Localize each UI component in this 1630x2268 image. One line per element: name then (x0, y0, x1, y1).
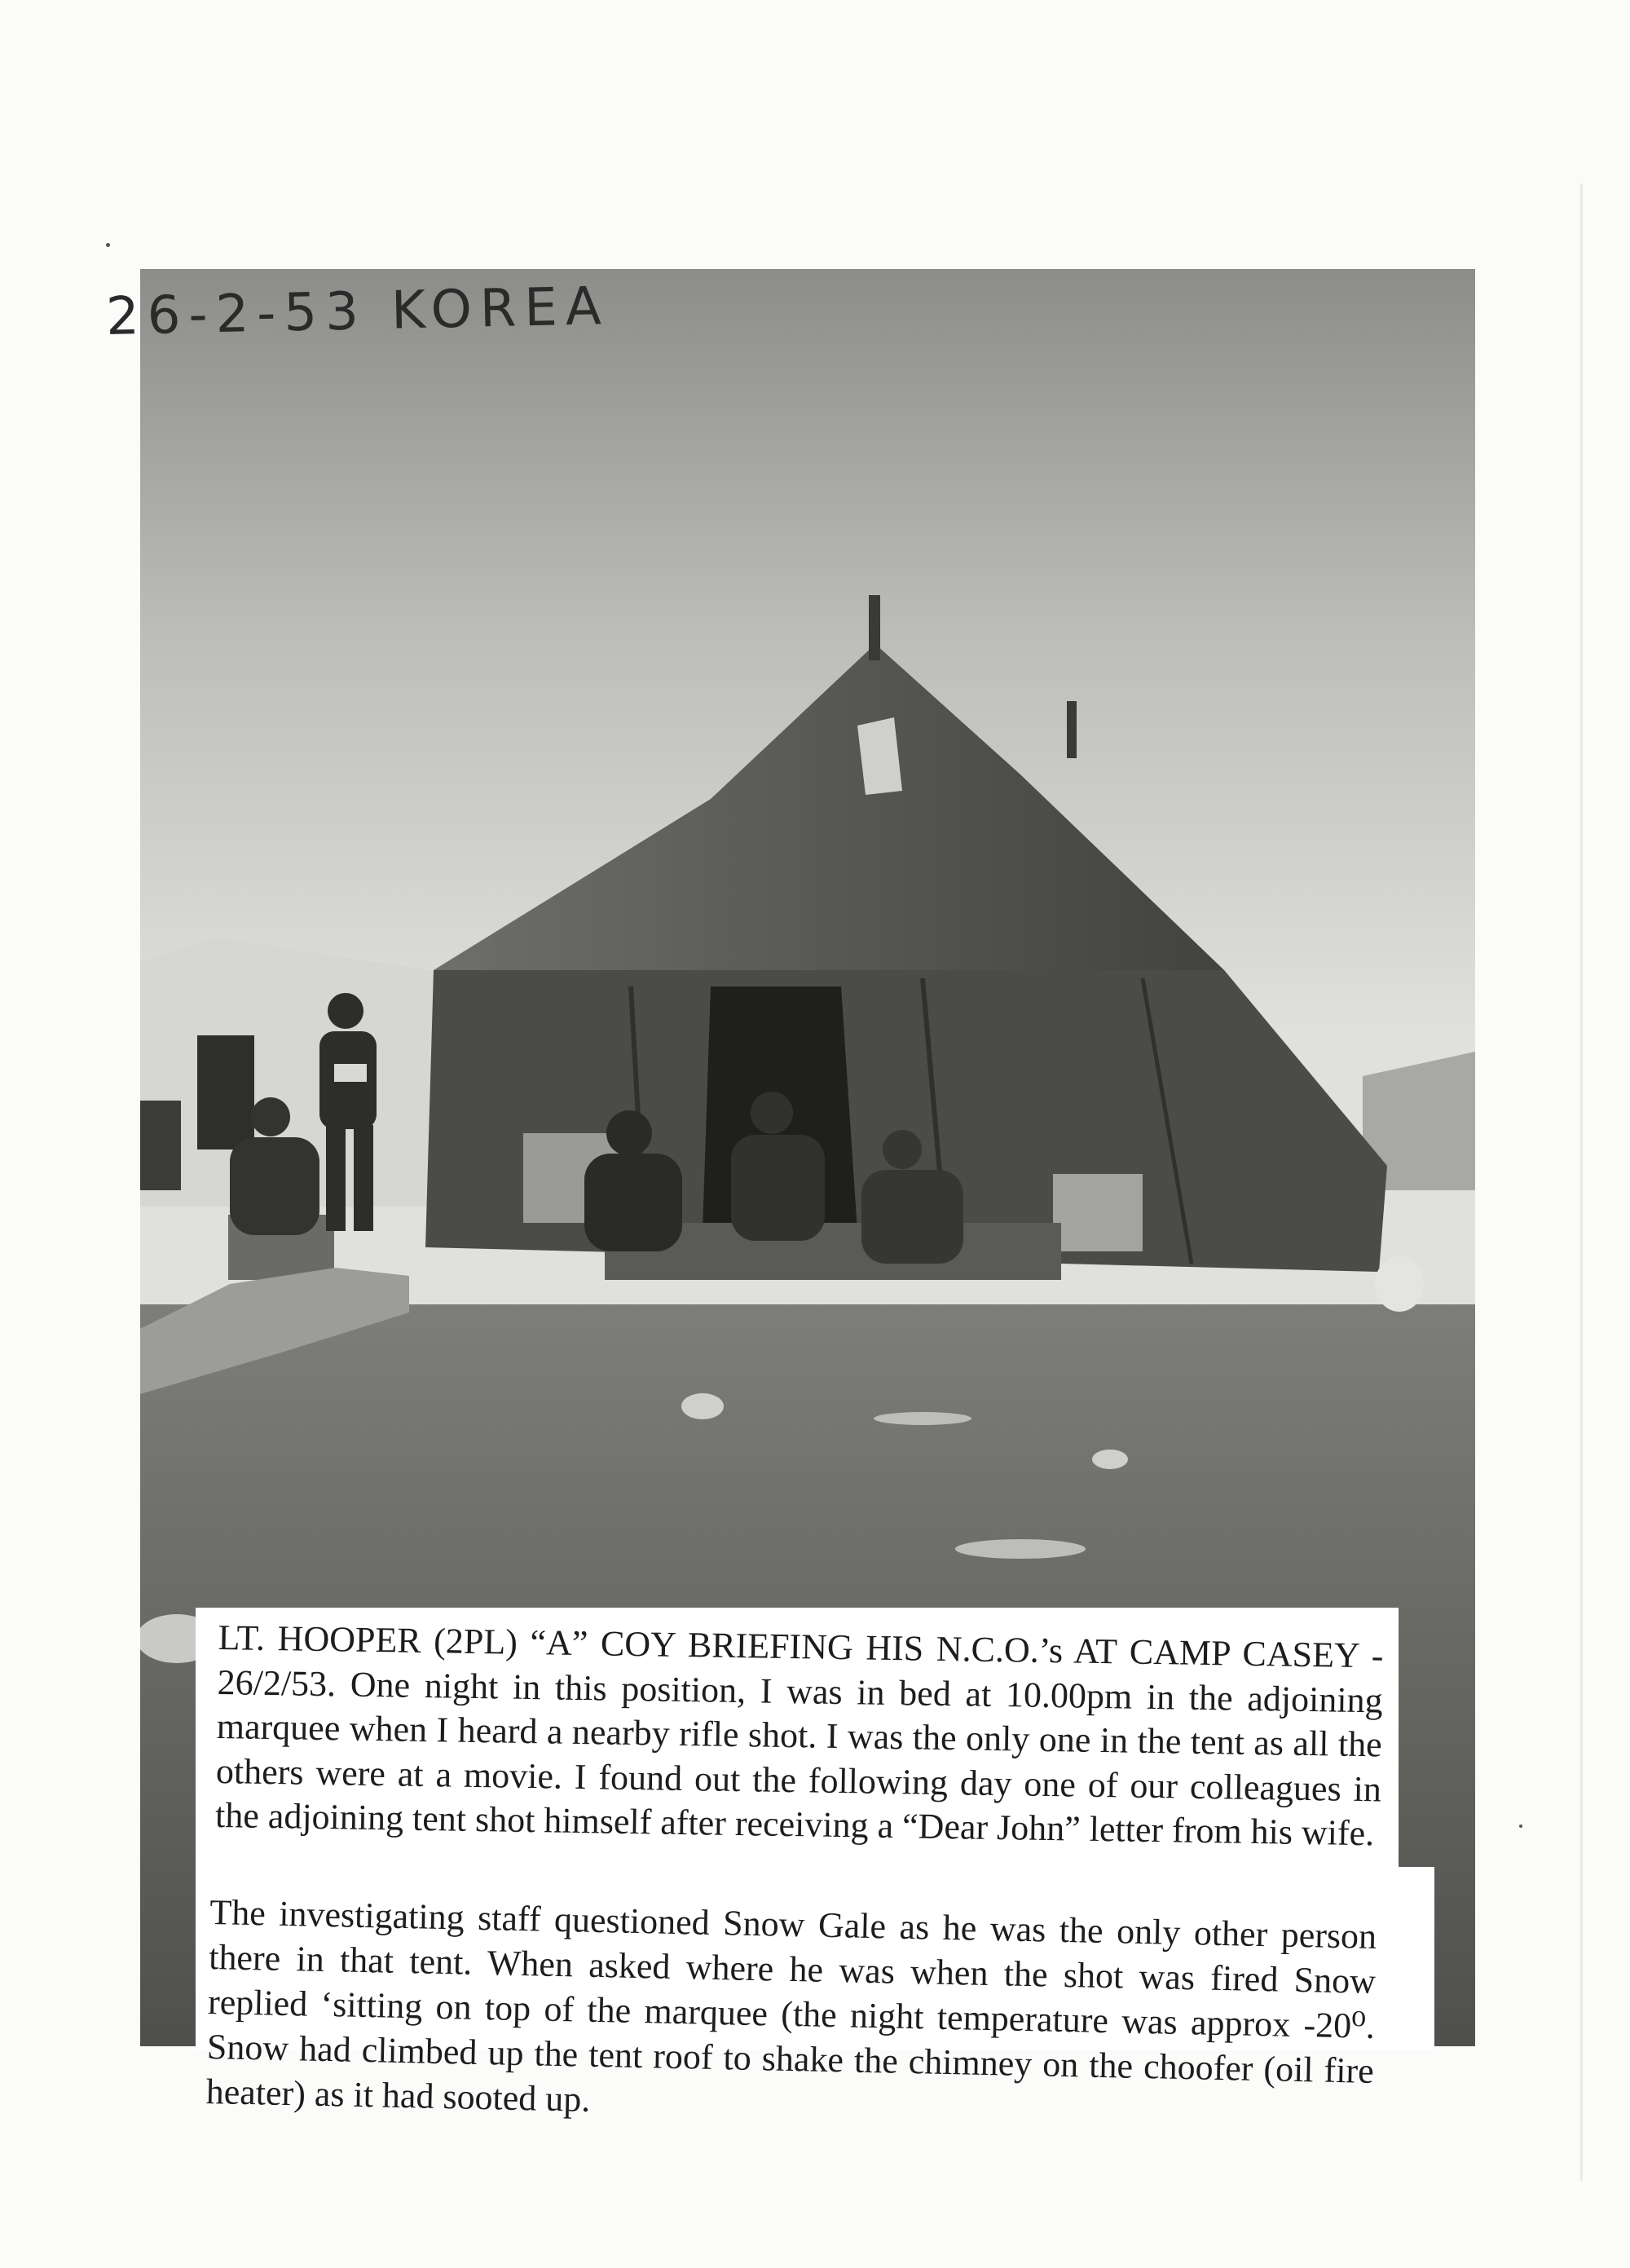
snow-patch (955, 1539, 1086, 1559)
scan-speck (106, 243, 110, 247)
tent-chimney (1067, 701, 1077, 758)
rock (1375, 1256, 1424, 1312)
building-doorway (197, 1035, 254, 1149)
rock (681, 1393, 724, 1419)
crate (1053, 1174, 1143, 1251)
tent-chimney (869, 595, 880, 660)
caption-continuation: The investigating staff questioned Snow Gale as he was the only other person there in that tent. When asked where he was when the shot was fired Snow replied ‘sitting on top of the marquee (the night temperature was approx -20⁰. Snow had climbed up the tent roof to shake the chimney on the choofer (oil fire heater) as it had sooted up. (205, 1891, 1377, 2120)
scan-speck (1519, 1825, 1522, 1828)
rock (1092, 1449, 1128, 1469)
drum (140, 1101, 181, 1190)
handwritten-date-label: 26-2-53 KOREA (105, 276, 610, 347)
photo-caption: LT. HOOPER (2PL) “A” COY BRIEFING HIS N.C.O.’s AT CAMP CASEY - 26/2/53. One night in this position, I was in bed at 10.00pm in the adjoining marquee when I heard a nearby rifle shot. I was the only one in the tent as all the others were at a movie. I found out the following day one of our colleagues in the adjoining tent shot himself after receiving a “Dear John” letter from his wife. (214, 1617, 1384, 1854)
page-edge (1580, 183, 1583, 2181)
snow-patch (874, 1412, 971, 1425)
